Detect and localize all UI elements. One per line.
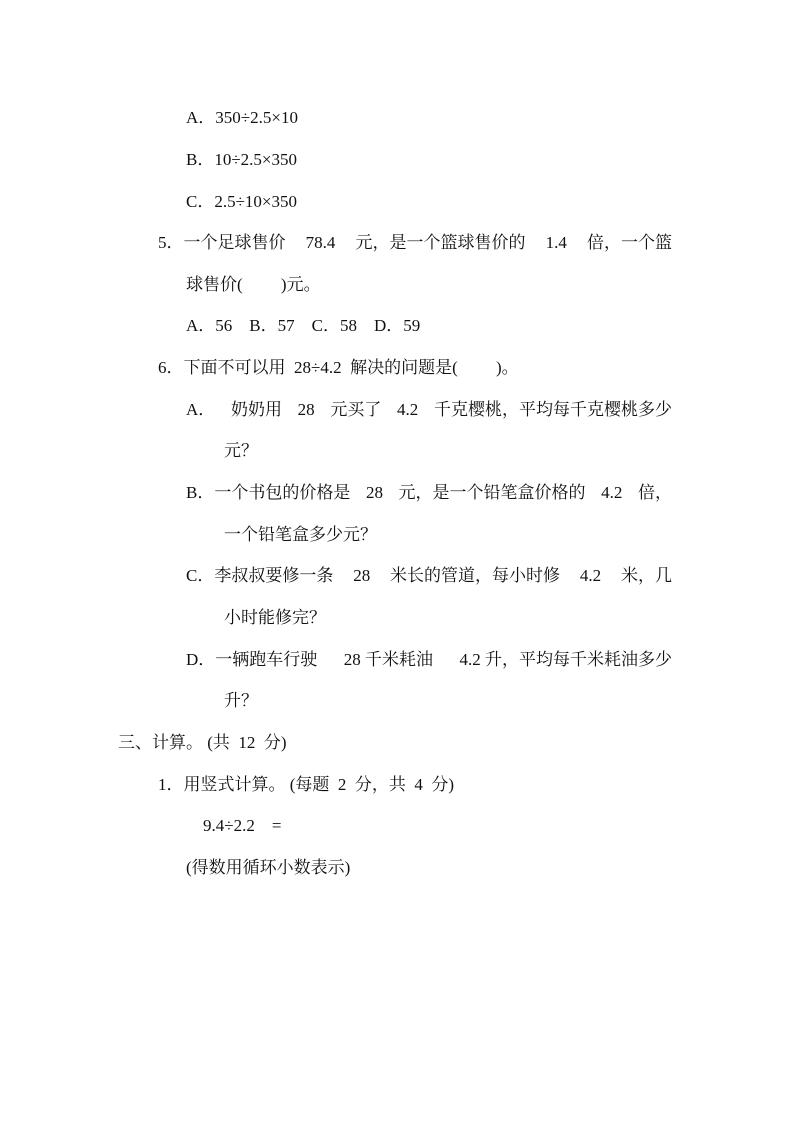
q6c-part: 28 [353, 566, 371, 585]
q6c-part: 4.2 [579, 566, 602, 585]
q6b-part: 元，是一个铅笔盒价格的 [398, 483, 586, 502]
q6-option-b-line-1 [186, 483, 672, 503]
section-3-question-1: 1．用竖式计算。 (每题 2 分，共 4 分) [158, 775, 455, 794]
q6a-part: 4.2 [397, 400, 419, 419]
q6d-part: 28 千米耗油 [343, 650, 434, 669]
q6a-part: 28 [297, 400, 315, 419]
option-a-prev: A．350÷2.5×10 [186, 108, 298, 127]
q5-part: 元，是一个篮球售价的 [355, 233, 526, 252]
q5-part: 1.4 [545, 233, 567, 252]
q6a-part: 千克樱桃，平均每千克樱桃多少 [433, 400, 672, 419]
q6b-part: 4.2 [601, 483, 623, 502]
option-b-prev: B．10÷2.5×350 [186, 150, 298, 169]
q6d-part: 4.2 升，平均每千米耗油多少 [459, 650, 672, 669]
question-5-options: A．56 B．57 C．58 D．59 [186, 316, 421, 335]
q6-option-b-line-2: 一个铅笔盒多少元？ [224, 525, 377, 544]
q6c-part: C．李叔叔要修一条 [186, 566, 334, 585]
q5-part: 倍，一个篮 [587, 233, 672, 252]
q6-option-a-line-2: 元？ [224, 441, 258, 460]
q6a-part: A． [186, 400, 216, 419]
q6-option-d-line-1 [186, 650, 672, 670]
section-3-title: 三、计算。 (共 12 分) [118, 733, 287, 752]
question-5-line-1 [158, 233, 672, 253]
q6c-part: 米，几 [620, 566, 672, 585]
q6a-part: 奶奶用 [230, 400, 282, 419]
q6-option-a-line-1 [186, 400, 672, 420]
q6d-part: D．一辆跑车行驶 [186, 650, 318, 669]
q6a-part: 元买了 [330, 400, 382, 419]
q6b-part: 28 [365, 483, 383, 502]
q6-option-d-line-2: 升？ [224, 691, 258, 710]
calculation-expression: 9.4÷2.2 = [203, 816, 282, 835]
q6c-part: 米长的管道，每小时修 [390, 566, 561, 585]
q6-option-c-line-2: 小时能修完？ [224, 608, 326, 627]
question-5-line-2: 球售价( )元。 [186, 275, 321, 294]
q6-option-c-line-1 [186, 566, 672, 586]
q6b-part: B．一个书包的价格是 [186, 483, 351, 502]
q6b-part: 倍， [637, 483, 672, 502]
answer-note: (得数用循环小数表示) [186, 858, 351, 877]
question-6-stem: 6．下面不可以用 28÷4.2 解决的问题是( )。 [158, 358, 519, 377]
q5-part: 78.4 [305, 233, 336, 252]
q5-part: 5．一个足球售价 [158, 233, 286, 252]
option-c-prev: C．2.5÷10×350 [186, 192, 298, 211]
